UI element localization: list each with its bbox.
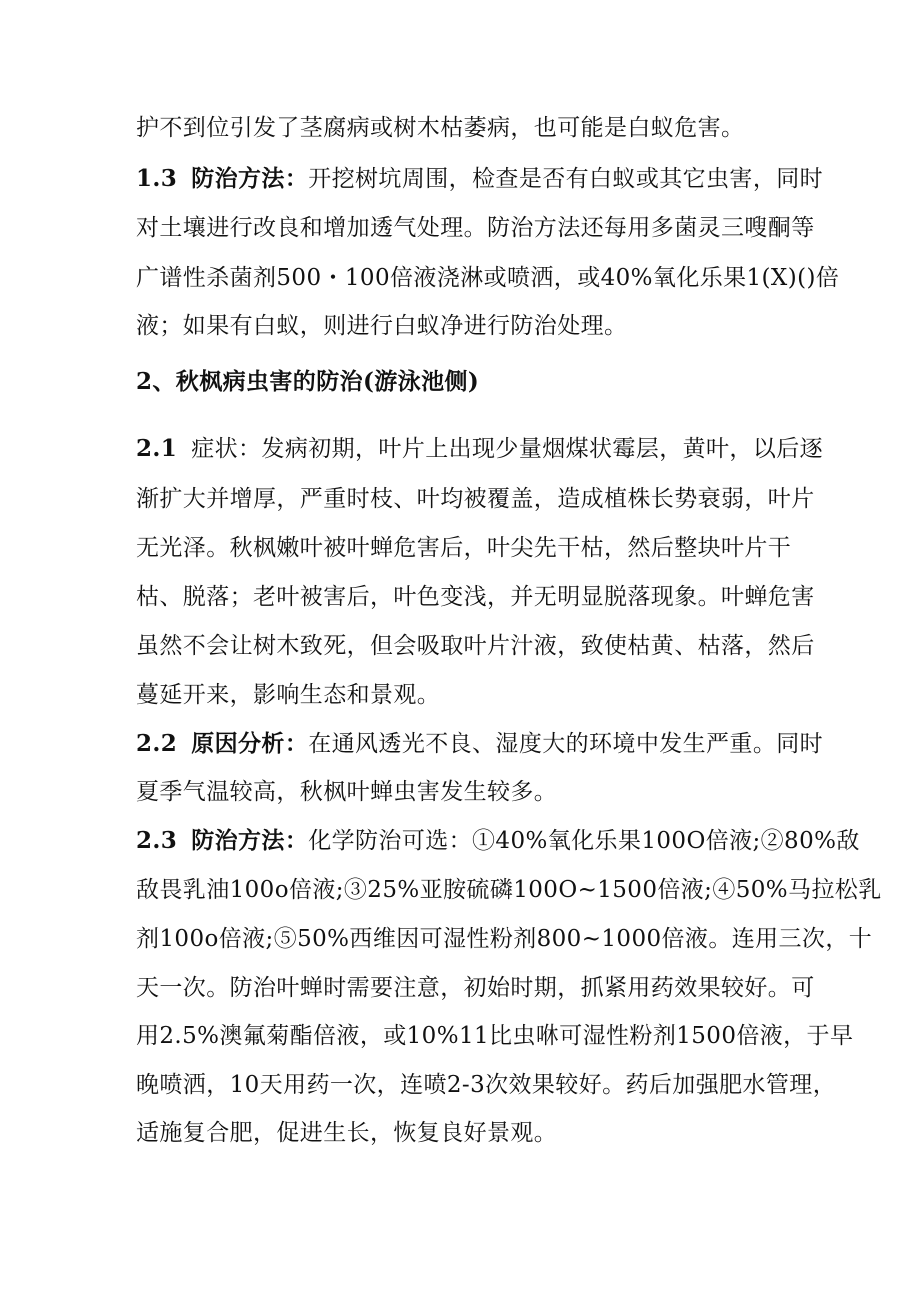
line-text: 护不到位引发了茎腐病或树木枯萎病，也可能是白蚁危害。 — [136, 115, 745, 141]
text-line — [136, 582, 815, 612]
line-text: 枯、脱落；老叶被害后，叶色变浅，并无明显脱落现象。叶蝉危害 — [136, 584, 815, 610]
line-text: 蔓延开来，影响生态和景观。 — [136, 682, 441, 708]
line-text: 广谱性杀菌剂500・100倍液浇淋或喷洒，或40%氧化乐果1(X)()倍 — [136, 265, 840, 291]
text-line — [136, 533, 792, 563]
text-line — [136, 875, 882, 905]
section-heading-2-2 — [136, 729, 824, 759]
line-text: 适施复合肥，促进生长，恢复良好景观。 — [136, 1120, 558, 1146]
section-heading-2-1 — [136, 434, 824, 464]
line-text: 虽然不会让树木致死，但会吸取叶片汁液，致使枯黄、枯落，然后 — [136, 633, 815, 659]
line-text: 天一次。防治叶蝉时需要注意，初始时期，抓紧用药效果较好。可 — [136, 975, 815, 1001]
text-line — [136, 631, 815, 661]
text-line — [136, 973, 815, 1003]
section-heading-1-3 — [136, 164, 824, 194]
section-number: 2.1 — [136, 435, 178, 462]
text-line — [136, 1118, 786, 1148]
text-line — [136, 213, 815, 243]
text-line — [136, 263, 840, 293]
section-label: 原因分析： — [191, 730, 309, 757]
line-text: 无光泽。秋枫嫩叶被叶蝉危害后，叶尖先干枯，然后整块叶片干 — [136, 535, 792, 561]
line-text: 液；如果有白蚁，则进行白蚁净进行防治处理。 — [136, 313, 628, 339]
section-number: 2.2 — [136, 730, 178, 757]
line-text: 化学防治可选：①40%氧化乐果100O倍液;②80%敌 — [308, 828, 860, 854]
section-number: 2.3 — [136, 827, 178, 854]
text-line — [136, 777, 786, 807]
section-heading-2-3 — [136, 826, 860, 856]
line-text: 对土壤进行改良和增加透气处理。防治方法还每用多菌灵三嗖酮等 — [136, 215, 815, 241]
line-text: 在通风透光不良、湿度大的环境中发生严重。同时 — [308, 731, 824, 757]
text-line — [136, 680, 786, 710]
line-text: 敌畏乳油100o倍液;③25%亚胺硫磷100O~1500倍液;④50%马拉松乳 — [136, 877, 882, 903]
text-line — [136, 924, 873, 954]
text-line — [136, 113, 786, 143]
text-line — [136, 484, 815, 514]
line-text: 夏季气温较高，秋枫叶蝉虫害发生较多。 — [136, 779, 558, 805]
line-text: 症状：发病初期，叶片上出现少量烟煤状霉层，黄叶，以后逐 — [191, 436, 824, 462]
text-line — [136, 1070, 837, 1100]
text-line — [136, 1021, 854, 1051]
line-text: 晚喷洒，10天用药一次，连喷2-3次效果较好。药后加强肥水管理， — [136, 1072, 837, 1098]
heading-text: 2、秋枫病虫害的防治(游泳池侧) — [136, 368, 480, 395]
text-line — [136, 311, 786, 341]
line-text: 开挖树坑周围，检查是否有白蚁或其它虫害，同时 — [308, 166, 824, 192]
line-text: 剂100o倍液;⑤50%西维因可湿性粉剂800~1000倍液。连用三次，十 — [136, 926, 873, 952]
line-text: 渐扩大并增厚，严重时枝、叶均被覆盖，造成植株长势衰弱，叶片 — [136, 486, 815, 512]
line-text: 用2.5%澳氟菊酯倍液，或10%11比虫咻可湿性粉剂1500倍液，于早 — [136, 1023, 854, 1049]
section-number: 1.3 — [136, 165, 178, 192]
section-label: 防治方法： — [191, 827, 309, 854]
section-label: 防治方法： — [191, 165, 309, 192]
section-heading-2 — [136, 367, 786, 397]
